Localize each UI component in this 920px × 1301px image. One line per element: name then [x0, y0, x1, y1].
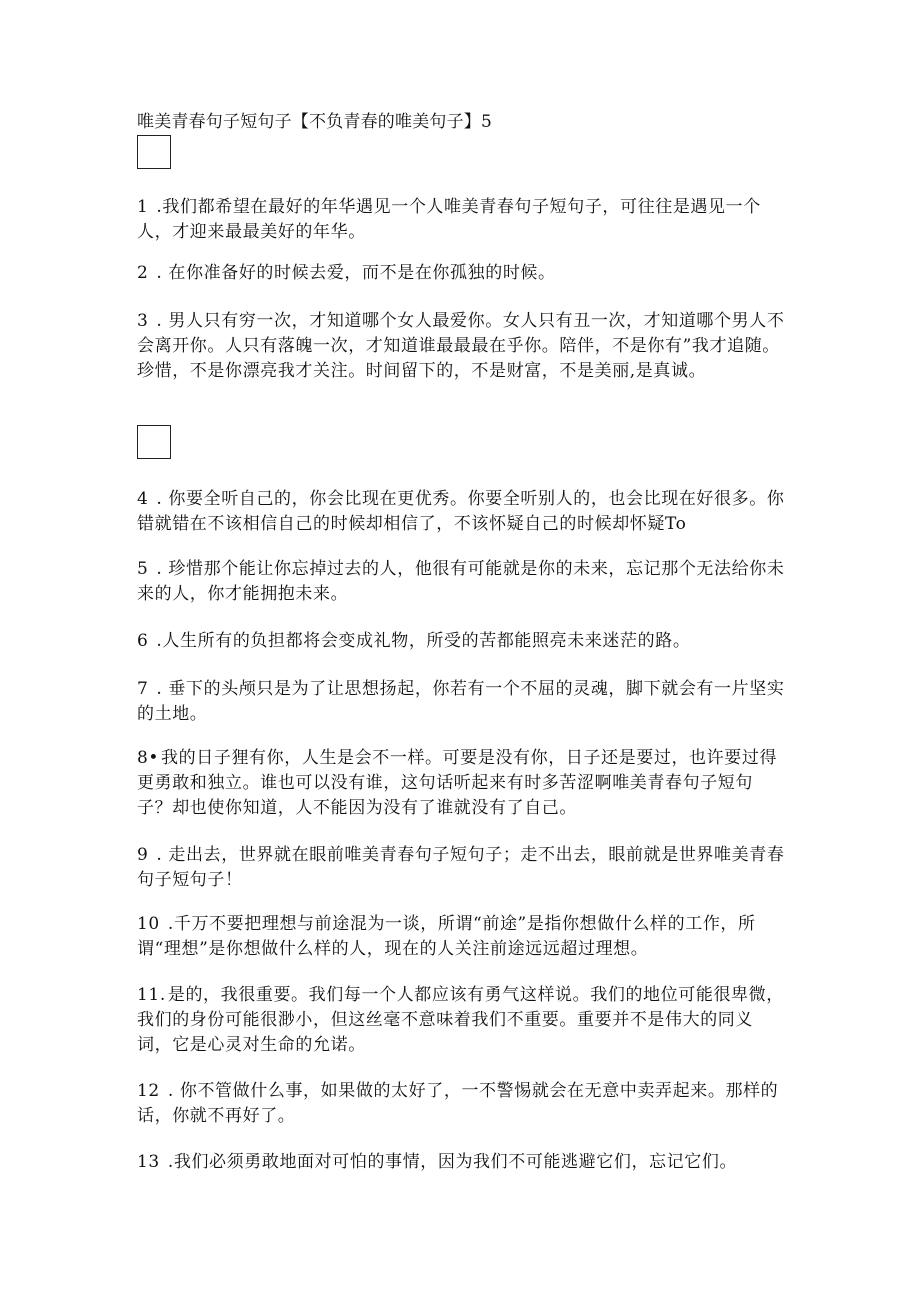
item-number: 1 [137, 197, 149, 217]
page-title: 唯美青春句子短句子【不负青春的唯美句子】5 [137, 112, 493, 132]
paragraph-7 [137, 677, 787, 727]
paragraph-13 [137, 1150, 787, 1175]
item-number: 2 [137, 263, 149, 283]
item-text: .我们都希望在最好的年华遇见一个人唯美青春句子短句子，可往往是遇见一个人，才迎来最最美好的年华。 [137, 197, 761, 242]
item-text: . 在你准备好的时候去爱，而不是在你孤独的时候。 [150, 263, 556, 283]
item-number: 8• [137, 748, 160, 768]
item-number: 9 [137, 845, 149, 865]
checkbox-placeholder-2 [137, 425, 171, 459]
item-text: . 男人只有穷一次，才知道哪个女人最爱你。女人只有丑一次，才知道哪个男人不会离开你。人只有落魄一次，才知道谁最最最在乎你。陪伴，不是你有”我才追随。珍惜，不是你漂亮我才关注。时间留下的，不是财富，不是美丽,是真诚。 [137, 311, 785, 381]
paragraph-4 [137, 487, 787, 537]
item-number: 12 [137, 1081, 160, 1101]
item-text: . 你要全听自己的，你会比现在更优秀。你要全听别人的，也会比现在好很多。你错就错在不该相信自己的时候却相信了，不该怀疑自己的时候却怀疑To [137, 489, 785, 534]
item-number: 13 [137, 1152, 160, 1172]
paragraph-6 [137, 629, 787, 654]
paragraph-10 [137, 912, 787, 962]
item-number: 4 [137, 489, 149, 509]
item-text: . 垂下的头颅只是为了让思想扬起，你若有一个不屈的灵魂，脚下就会有一片坚实的土地。 [137, 679, 785, 724]
paragraph-1 [137, 195, 787, 245]
paragraph-5 [137, 557, 787, 607]
item-text: 我的日子狸有你，人生是会不一样。可要是没有你，日子还是要过，也许要过得更勇敢和独立。谁也可以没有谁，这句话听起来有时多苦涩啊唯美青春句子短句子？却也使你知道，人不能因为没有了谁就没有了自己。 [137, 748, 778, 818]
paragraph-9 [137, 843, 787, 893]
paragraph-8 [137, 746, 787, 821]
paragraph-3 [137, 309, 787, 384]
item-number: 3 [137, 311, 149, 331]
item-number: 10 [137, 914, 160, 934]
paragraph-12 [137, 1079, 787, 1129]
item-text: 是的，我很重要。我们每一个人都应该有勇气这样说。我们的地位可能很卑微，我们的身份可能很渺小，但这丝毫不意味着我们不重要。重要并不是伟大的同义词，它是心灵对生命的允诺。 [137, 985, 784, 1055]
item-text: . 走出去，世界就在眼前唯美青春句子短句子；走不出去，眼前就是世界唯美青春句子短句子！ [137, 845, 785, 890]
item-text: .千万不要把理想与前途混为一谈，所谓“前途”是指你想做什么样的工作，所谓“理想”是你想做什么样的人，现在的人关注前途远远超过理想。 [137, 914, 756, 959]
item-text: .人生所有的负担都将会变成礼物，所受的苦都能照亮未来迷茫的路。 [150, 631, 691, 651]
paragraph-2 [137, 261, 787, 286]
item-text: .我们必须勇敢地面对可怕的事情，因为我们不可能逃避它们，忘记它们。 [161, 1152, 738, 1172]
item-text: . 你不管做什么事，如果做的太好了，一不警惕就会在无意中卖弄起来。那样的话，你就不再好了。 [137, 1081, 779, 1126]
item-number: 11. [137, 985, 166, 1005]
item-number: 7 [137, 679, 149, 699]
item-number: 6 [137, 631, 149, 651]
paragraph-11 [137, 983, 787, 1058]
checkbox-placeholder-1 [137, 135, 171, 169]
item-number: 5 [137, 559, 149, 579]
item-text: . 珍惜那个能让你忘掉过去的人，他很有可能就是你的未来，忘记那个无法给你未来的人，你才能拥抱未来。 [137, 559, 785, 604]
